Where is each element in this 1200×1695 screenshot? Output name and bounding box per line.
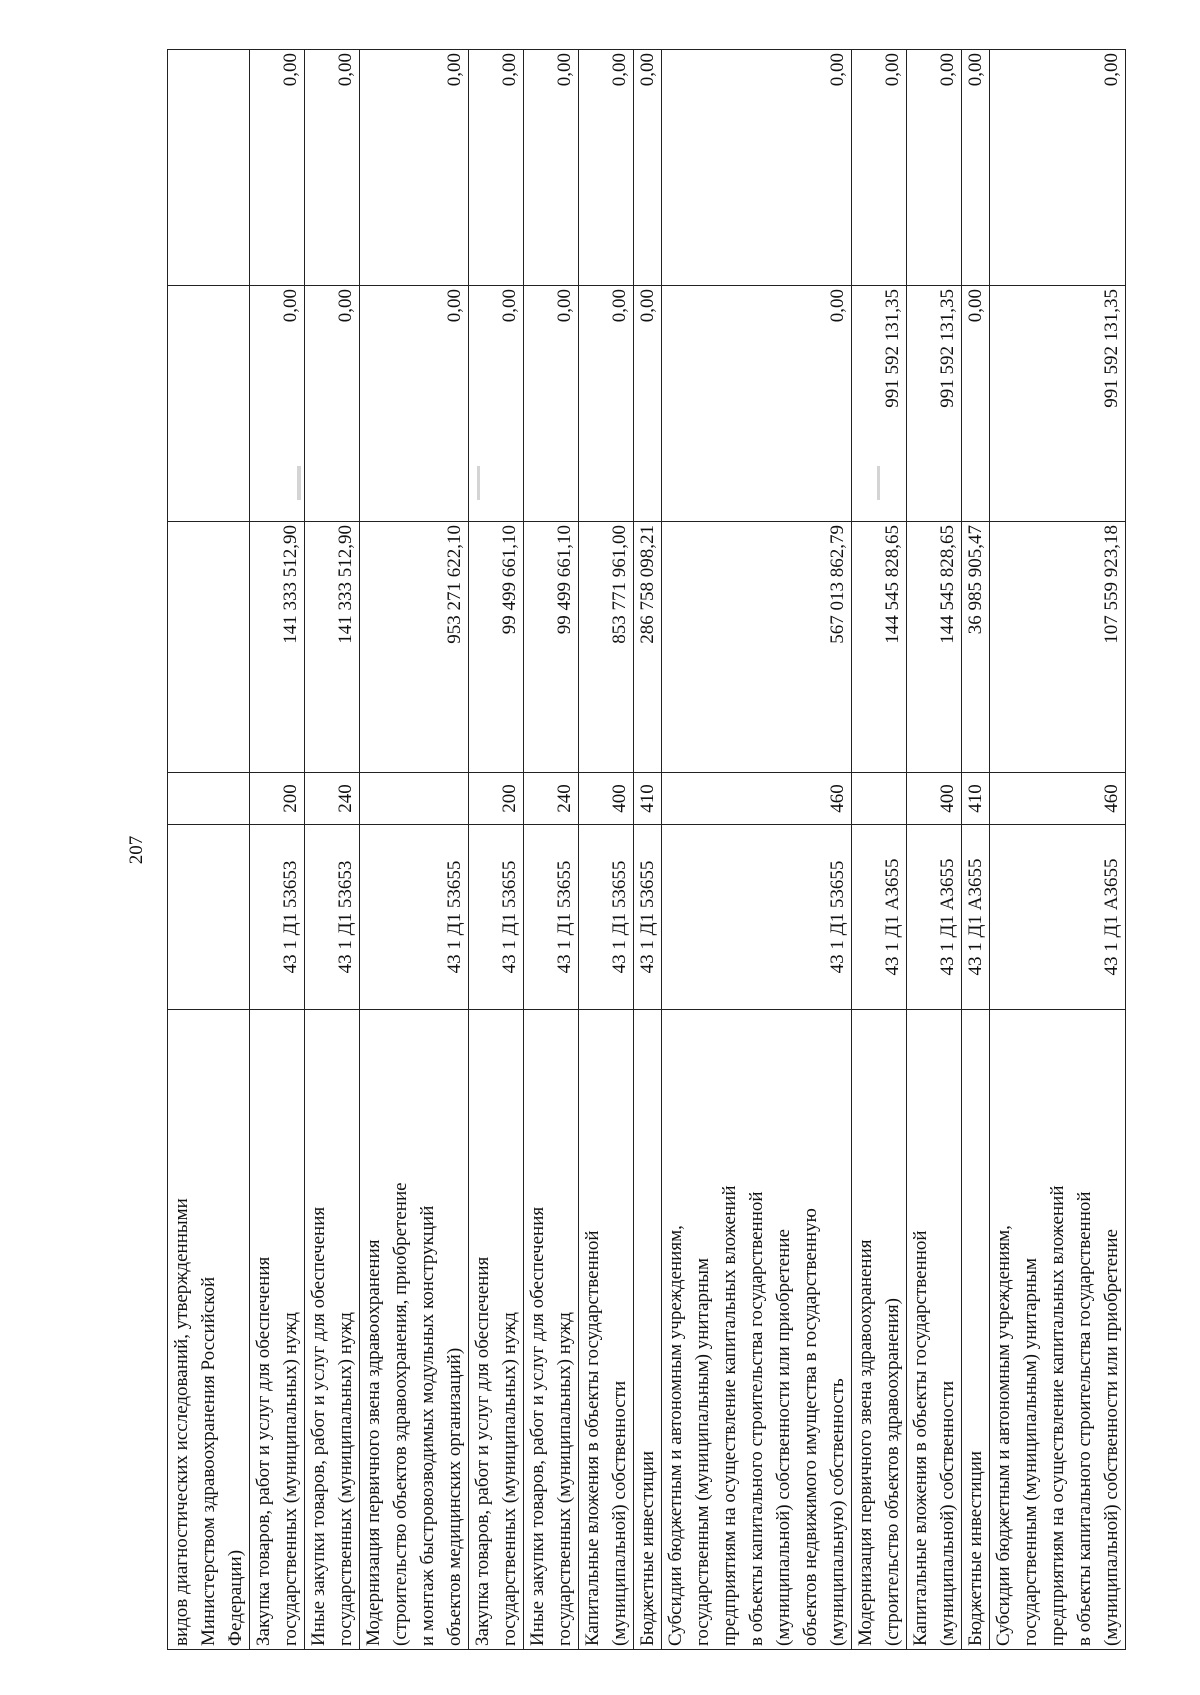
amount-year-1-cell: 141 333 512,90 <box>305 522 360 773</box>
amount-year-1-cell: 141 333 512,90 <box>250 522 305 773</box>
expense-type-cell <box>168 773 250 825</box>
expense-name-line: (строительство объектов здравоохранения, приобретение <box>390 1182 411 1646</box>
expense-name-line: Министерством здравоохранения Российской <box>198 1276 219 1646</box>
amount-year-2-cell: 0,00 <box>360 286 469 522</box>
expense-type-cell: 400 <box>907 773 962 825</box>
expense-type-cell: 410 <box>962 773 990 825</box>
amount-year-3-cell: 0,00 <box>305 50 360 286</box>
expense-type-cell <box>852 773 907 825</box>
target-code-cell: 43 1 Д1 53655 <box>662 825 852 1010</box>
expense-name-line: и монтаж быстровозводимых модульных конструкций <box>417 1205 438 1646</box>
table-row <box>907 50 962 1650</box>
expense-name-cell <box>469 1010 524 1650</box>
expense-name-line: объектов недвижимого имущества в государственную <box>800 1208 821 1646</box>
target-code-cell: 43 1 Д1 А3655 <box>907 825 962 1010</box>
expense-name-line: государственным (муниципальным) унитарным <box>1020 1257 1041 1646</box>
expense-name-line: (строительство объектов здравоохранения) <box>882 1298 903 1646</box>
amount-year-1-cell: 144 545 828,65 <box>852 522 907 773</box>
expense-name-line: государственным (муниципальным) унитарным <box>692 1257 713 1646</box>
amount-year-2-cell: 0,00 <box>524 286 579 522</box>
expense-name-cell <box>168 1010 250 1650</box>
amount-year-2-cell: 0,00 <box>469 286 524 522</box>
expense-name-cell <box>852 1010 907 1650</box>
target-code-cell: 43 1 Д1 53653 <box>305 825 360 1010</box>
expense-name-cell <box>305 1010 360 1650</box>
amount-year-3-cell: 0,00 <box>990 50 1126 286</box>
amount-year-1-cell: 99 499 661,10 <box>524 522 579 773</box>
budget-table <box>167 49 1126 1650</box>
amount-year-2-cell: 0,00 <box>662 286 852 522</box>
expense-type-cell: 460 <box>662 773 852 825</box>
target-code-cell: 43 1 Д1 53655 <box>360 825 469 1010</box>
amount-year-3-cell: 0,00 <box>662 50 852 286</box>
table-row <box>305 50 360 1650</box>
expense-name-line: предприятиям на осуществление капитальных вложений <box>719 1185 740 1646</box>
amount-year-2-cell: 991 592 131,35 <box>990 286 1126 522</box>
expense-name-line: предприятиям на осуществление капитальных вложений <box>1047 1185 1068 1646</box>
amount-year-1-cell: 567 013 862,79 <box>662 522 852 773</box>
amount-year-2-cell: 0,00 <box>634 286 662 522</box>
amount-year-2-cell: 991 592 131,35 <box>907 286 962 522</box>
table-row <box>852 50 907 1650</box>
expense-name-line: Бюджетные инвестиции <box>637 1450 658 1646</box>
amount-year-3-cell: 0,00 <box>524 50 579 286</box>
amount-year-3-cell: 0,00 <box>962 50 990 286</box>
expense-name-line: Бюджетные инвестиции <box>965 1450 986 1646</box>
expense-name-cell <box>634 1010 662 1650</box>
amount-year-1-cell <box>168 522 250 773</box>
expense-type-cell: 410 <box>634 773 662 825</box>
target-code-cell: 43 1 Д1 53655 <box>524 825 579 1010</box>
expense-name-cell <box>662 1010 852 1650</box>
scan-edge-marks <box>177 460 1200 500</box>
expense-name-line: Модернизация первичного звена здравоохранения <box>855 1239 876 1646</box>
expense-name-line: Модернизация первичного звена здравоохранения <box>363 1239 384 1646</box>
expense-name-line: (муниципальной) собственности <box>609 1380 630 1646</box>
expense-name-cell <box>907 1010 962 1650</box>
expense-name-line: государственных (муниципальных) нужд <box>499 1312 520 1646</box>
amount-year-1-cell: 286 758 098,21 <box>634 522 662 773</box>
expense-type-cell: 240 <box>305 773 360 825</box>
expense-name-line: Капитальные вложения в объекты государственной <box>582 1230 603 1646</box>
expense-name-line: Субсидии бюджетным и автономным учреждениям, <box>993 1225 1014 1646</box>
amount-year-1-cell: 99 499 661,10 <box>469 522 524 773</box>
expense-name-line: Закупка товаров, работ и услуг для обеспечения <box>253 1256 274 1646</box>
amount-year-1-cell: 107 559 923,18 <box>990 522 1126 773</box>
target-code-cell <box>168 825 250 1010</box>
table-row <box>168 50 250 1650</box>
amount-year-2-cell: 0,00 <box>250 286 305 522</box>
amount-year-1-cell: 144 545 828,65 <box>907 522 962 773</box>
target-code-cell: 43 1 Д1 53653 <box>250 825 305 1010</box>
target-code-cell: 43 1 Д1 А3655 <box>962 825 990 1010</box>
expense-type-cell: 460 <box>990 773 1126 825</box>
amount-year-3-cell: 0,00 <box>907 50 962 286</box>
amount-year-3-cell <box>168 50 250 286</box>
target-code-cell: 43 1 Д1 53655 <box>469 825 524 1010</box>
expense-name-line: Федерации) <box>225 1549 246 1646</box>
expense-name-line: (муниципальной) собственности или приобретение <box>773 1229 794 1646</box>
table-row <box>634 50 662 1650</box>
amount-year-3-cell: 0,00 <box>360 50 469 286</box>
budget-table-body <box>168 50 1126 1650</box>
amount-year-3-cell: 0,00 <box>852 50 907 286</box>
amount-year-2-cell: 0,00 <box>305 286 360 522</box>
expense-type-cell <box>360 773 469 825</box>
table-row <box>360 50 469 1650</box>
expense-name-line: (муниципальную) собственность <box>827 1378 848 1646</box>
amount-year-2-cell: 991 592 131,35 <box>852 286 907 522</box>
expense-name-line: в объекты капитального строительства государственной <box>1074 1191 1095 1646</box>
expense-type-cell: 200 <box>469 773 524 825</box>
target-code-cell: 43 1 Д1 А3655 <box>852 825 907 1010</box>
amount-year-3-cell: 0,00 <box>250 50 305 286</box>
expense-name-line: государственных (муниципальных) нужд <box>280 1312 301 1646</box>
target-code-cell: 43 1 Д1 53655 <box>579 825 634 1010</box>
expense-name-cell <box>360 1010 469 1650</box>
page-number: 207 <box>126 835 147 865</box>
amount-year-3-cell: 0,00 <box>634 50 662 286</box>
amount-year-1-cell: 853 771 961,00 <box>579 522 634 773</box>
table-row <box>524 50 579 1650</box>
expense-name-line: объектов медицинских организаций) <box>444 1347 465 1646</box>
expense-name-line: в объекты капитального строительства государственной <box>746 1191 767 1646</box>
expense-name-line: Субсидии бюджетным и автономным учреждениям, <box>665 1225 686 1646</box>
expense-name-cell <box>524 1010 579 1650</box>
expense-name-cell <box>250 1010 305 1650</box>
expense-type-cell: 400 <box>579 773 634 825</box>
table-row <box>469 50 524 1650</box>
table-row <box>579 50 634 1650</box>
amount-year-1-cell: 953 271 622,10 <box>360 522 469 773</box>
expense-name-line: государственных (муниципальных) нужд <box>335 1312 356 1646</box>
table-row <box>990 50 1126 1650</box>
target-code-cell: 43 1 Д1 53655 <box>634 825 662 1010</box>
expense-name-line: Иные закупки товаров, работ и услуг для обеспечения <box>527 1206 548 1646</box>
expense-name-line: видов диагностических исследований, утвержденными <box>171 1198 192 1646</box>
expense-name-line: Закупка товаров, работ и услуг для обеспечения <box>472 1256 493 1646</box>
expense-name-line: (муниципальной) собственности <box>937 1380 958 1646</box>
table-row <box>962 50 990 1650</box>
expense-name-line: Иные закупки товаров, работ и услуг для обеспечения <box>308 1206 329 1646</box>
amount-year-3-cell: 0,00 <box>469 50 524 286</box>
expense-name-line: Капитальные вложения в объекты государственной <box>910 1230 931 1646</box>
amount-year-3-cell: 0,00 <box>579 50 634 286</box>
amount-year-2-cell: 0,00 <box>962 286 990 522</box>
target-code-cell: 43 1 Д1 А3655 <box>990 825 1126 1010</box>
expense-name-line: (муниципальной) собственности или приобретение <box>1101 1229 1122 1646</box>
amount-year-2-cell: 0,00 <box>579 286 634 522</box>
expense-name-cell <box>579 1010 634 1650</box>
table-row <box>662 50 852 1650</box>
expense-type-cell: 200 <box>250 773 305 825</box>
expense-name-line: государственных (муниципальных) нужд <box>554 1312 575 1646</box>
rotated-page-content <box>107 50 1122 1650</box>
expense-name-cell <box>990 1010 1126 1650</box>
table-row <box>250 50 305 1650</box>
expense-name-cell <box>962 1010 990 1650</box>
amount-year-1-cell: 36 985 905,47 <box>962 522 990 773</box>
expense-type-cell: 240 <box>524 773 579 825</box>
